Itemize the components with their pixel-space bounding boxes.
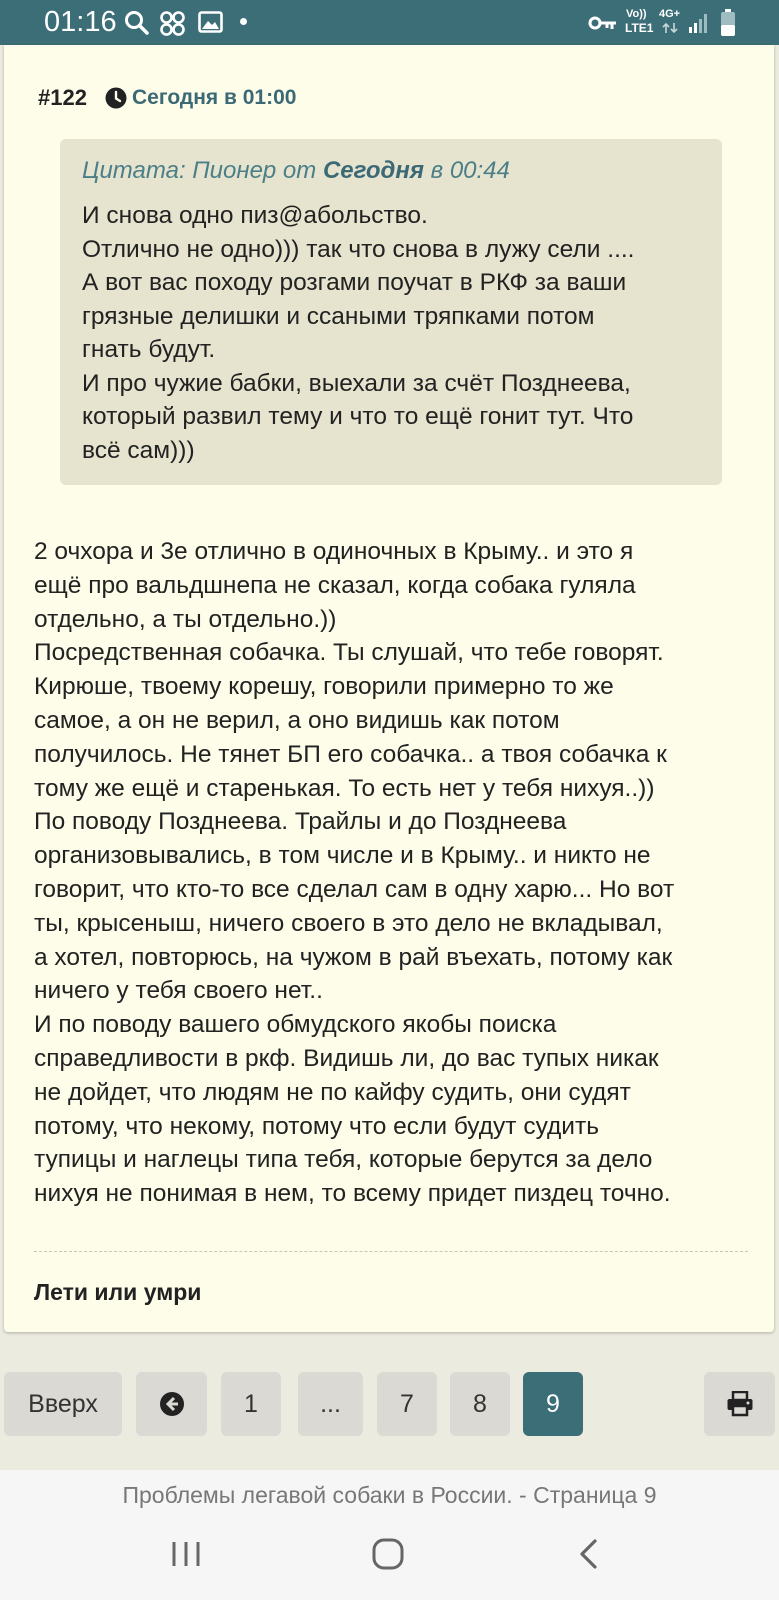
recent-apps-icon[interactable] bbox=[170, 1540, 202, 1568]
home-icon[interactable] bbox=[372, 1538, 404, 1570]
quote-line: который развил тему и что то ещё гонит тут. Что bbox=[82, 403, 634, 430]
prev-page-button[interactable] bbox=[136, 1372, 207, 1436]
key-icon bbox=[588, 14, 618, 32]
body-line: По поводу Позднеева. Трайлы и до Позднеева bbox=[34, 808, 567, 836]
body-line: 2 очхора и 3е отлично в одиночных в Крыму.. и это я bbox=[34, 538, 634, 565]
status-bar bbox=[0, 0, 779, 45]
back-icon[interactable] bbox=[577, 1538, 599, 1570]
body-line: Посредственная собачка. Ты слушай, что тебе говорят. bbox=[34, 639, 664, 667]
body-line: получилось. Не тянет БП его собачка.. а твоя собачка к bbox=[34, 740, 667, 768]
page-link-label: 9 bbox=[546, 1389, 560, 1418]
body-line: а хотел, повторюсь, на чужом в рай въехать, потому как bbox=[34, 943, 673, 971]
signal-icon bbox=[688, 12, 710, 34]
quote-line: грязные делишки и ссаными тряпками потом bbox=[82, 302, 595, 330]
body-line: ещё про вальдшнепа не сказал, когда собака гуляла bbox=[34, 571, 636, 599]
body-line: тупицы и наглецы типа тебя, которые берутся за дело bbox=[34, 1146, 653, 1174]
body-line: самое, а он не верил, а оно видишь как потом bbox=[34, 706, 560, 734]
scroll-top-button[interactable] bbox=[4, 1372, 122, 1436]
quote-line: всё сам))) bbox=[82, 436, 195, 464]
scroll-top-label: Вверх bbox=[28, 1389, 98, 1418]
data-arrows-icon bbox=[662, 22, 678, 34]
quote-line: И снова одно пиз@абольство. bbox=[82, 202, 428, 229]
page-link-1[interactable] bbox=[221, 1372, 281, 1436]
notification-dot bbox=[240, 18, 247, 25]
post-number[interactable]: #122 bbox=[38, 85, 87, 110]
signal-type: 4G+ bbox=[659, 8, 681, 20]
quote-day-link[interactable]: Сегодня bbox=[322, 157, 424, 184]
page-link-7[interactable] bbox=[377, 1372, 437, 1436]
network-label-top: Vo)) bbox=[626, 8, 647, 20]
body-line: ты, крысеныш, ничего своего в это дело не вкладывал, bbox=[34, 909, 663, 937]
body-line: ничего у тебя своего нет.. bbox=[34, 977, 323, 1005]
post-body bbox=[34, 535, 774, 1211]
body-line: нихуя не понимая в нем, то всему придет пиздец точно. bbox=[34, 1180, 671, 1208]
page-link-label: 7 bbox=[400, 1389, 414, 1418]
quote-time: в 00:44 bbox=[423, 157, 510, 184]
quote-line: Отлично не одно))) так что снова в лужу сели .... bbox=[82, 235, 635, 263]
page-link-label: 1 bbox=[244, 1389, 258, 1418]
clock-icon bbox=[105, 87, 127, 109]
quote-line: И про чужие бабки, выехали за счёт Позднеева, bbox=[82, 369, 631, 397]
signature-divider bbox=[34, 1251, 748, 1252]
page-link-8[interactable] bbox=[450, 1372, 510, 1436]
post-card bbox=[4, 45, 774, 1332]
page-ellipsis[interactable] bbox=[298, 1372, 363, 1436]
body-line: тому же ещё и старенькая. То есть нет у тебя нихуя..)) bbox=[34, 774, 655, 802]
quote-line: А вот вас походу розгами поучат в РКФ за ваши bbox=[82, 269, 627, 296]
apps-icon bbox=[160, 11, 185, 36]
quote-header bbox=[82, 157, 510, 185]
body-line: И по поводу вашего обмудского якобы поиска bbox=[34, 1011, 557, 1039]
body-line: Кирюше, твоему корешу, говорили примерно то же bbox=[34, 673, 614, 701]
page-title: Проблемы легавой собаки в России. - Страница 9 bbox=[122, 1482, 657, 1508]
quote-line: гнать будут. bbox=[82, 336, 216, 363]
body-line: справедливости в ркф. Видишь ли, до вас тупых никак bbox=[34, 1044, 659, 1072]
print-button[interactable] bbox=[704, 1372, 775, 1436]
browser-footer bbox=[0, 1470, 779, 1600]
print-icon bbox=[726, 1391, 754, 1417]
quote-author: Цитата: Пионер от bbox=[82, 157, 323, 184]
search-icon bbox=[124, 10, 150, 36]
body-line: говорит, что кто-то все сделал сам в одну харю... Но вот bbox=[34, 875, 675, 903]
signature: Лети или умри bbox=[34, 1279, 202, 1305]
body-line: потому, что некому, потому что если будут судить bbox=[34, 1112, 599, 1140]
network-label-bottom: LTE1 bbox=[625, 21, 654, 35]
quote-text bbox=[82, 199, 712, 467]
body-line: организовывались, в том числе и в Крыму.. и никто не bbox=[34, 842, 651, 870]
page-link-label: ... bbox=[320, 1389, 341, 1418]
image-icon bbox=[198, 11, 223, 33]
quote-block bbox=[60, 139, 722, 485]
battery-icon bbox=[720, 9, 736, 37]
arrow-left-circle-icon bbox=[159, 1391, 185, 1417]
page-link-current[interactable] bbox=[523, 1372, 583, 1436]
body-line: отдельно, а ты отдельно.)) bbox=[34, 605, 337, 633]
page-link-label: 8 bbox=[473, 1389, 487, 1418]
status-time: 01:16 bbox=[44, 6, 117, 38]
body-line: не дойдет, что людям не по кайфу судить, они судят bbox=[34, 1078, 631, 1106]
post-date[interactable]: Сегодня в 01:00 bbox=[132, 86, 297, 109]
